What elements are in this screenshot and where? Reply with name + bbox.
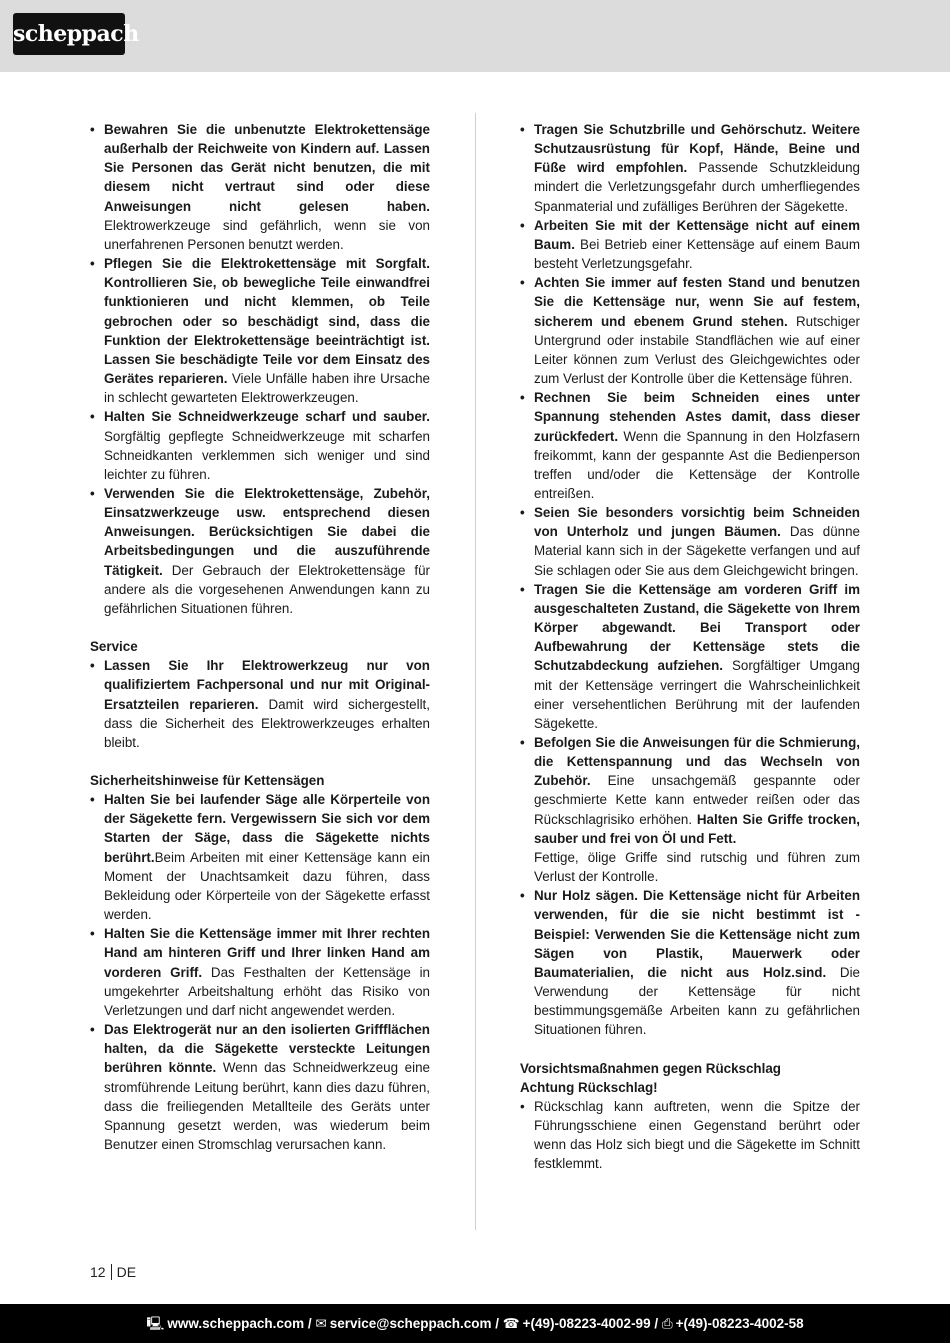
footer-web-link[interactable]: www.scheppach.com / <box>167 1316 312 1331</box>
scheppach-logo: scheppach <box>13 13 125 55</box>
list-item: • Rechnen Sie beim Schneiden eines unter Spannung stehenden Astes damit, dass dieser zurückfedert. Wenn die Spannung in den Holzfasern freikommt, kann der gespannte Ast die Bedienperson treffen und/oder die Kettensäge der Kontrolle entreißen. <box>520 390 860 501</box>
page-number: 12 DE <box>90 1264 137 1280</box>
page-footer <box>0 1304 950 1343</box>
section-heading-kickback: Vorsichtsmaßnahmen gegen Rückschlag <box>520 1060 781 1076</box>
list-item: • Das Elektrogerät nur an den isolierten Griffflächen halten, da die Sägekette versteckte Leitungen berühren könnte. Wenn das Schneidwerkzeug eine stromführende Leitung berührt, kann dies dazu führen, dass die freiliegenden Metallteile des Geräts unter Spannung gesetzt werden, was wiederum beim Benutzer einen Stromschlag verursachen kann. <box>90 1022 430 1152</box>
list-item: • Befolgen Sie die Anweisungen für die Schmierung, die Kettenspannung und das Wechseln von Zubehör. Eine unsachgemäß gespannte oder geschmierte Kette kann entweder reißen oder das Rückschlagrisiko erhöhen. Halten Sie Griffe trocken, sauber und frei von Öl und Fett. Fettige, ölige Griffe sind rutschig und führen zum Verlust der Kontrolle. <box>520 735 860 885</box>
footer-fax: +(49)-08223-4002-58 <box>675 1316 804 1331</box>
footer-phone: +(49)-08223-4002-99 / <box>522 1316 659 1331</box>
section-heading-service: Service <box>90 639 138 655</box>
list-item: • Halten Sie die Kettensäge immer mit Ihrer rechten Hand am hinteren Griff und Ihrer linken Hand am vorderen Griff. Das Festhalten der Kettensäge in umgekehrter Arbeitshaltung erhöht das Risiko von Verletzungen und darf nicht angewendet werden. <box>90 926 431 1018</box>
list-item: • Seien Sie besonders vorsichtig beim Schneiden von Unterholz und jungen Bäumen. Das dünne Material kann sich in der Sägekette verfangen und auf Sie schlagen oder Sie aus dem Gleichgewicht bringen. <box>520 505 861 578</box>
right-column <box>520 120 860 1173</box>
list-item: • Halten Sie Schneidwerkzeuge scharf und sauber. Sorgfältig gepflegte Schneidwerkzeuge mit scharfen Schneidkanten verklemmen sich weniger und sind leichter zu führen. <box>90 409 430 482</box>
section-heading-chainsaw-safety: Sicherheitshinweise für Kettensägen <box>90 773 325 788</box>
list-item: • Tragen Sie die Kettensäge am vorderen Griff im ausgeschalteten Zustand, die Sägekette von Ihrem Körper abgewandt. Bei Transport oder Aufbewahrung der Kettensäge stets die Schutzabdeckung aufziehen. Sorgfältiger Umgang mit der Kettensäge verringert die Wahrscheinlichkeit einer versehentlichen Berührung mit der laufenden Sägekette. <box>520 581 861 731</box>
phone-icon: ☎ <box>502 1316 520 1331</box>
list-item: • Pflegen Sie die Elektrokettensäge mit Sorgfalt. Kontrollieren Sie, ob bewegliche Teile einwandfrei funktionieren und nicht klemmen, ob Teile gebrochen oder so beschädigt sind, dass die Funktion der Elektrokettensäge beeinträchtigt ist. Lassen Sie beschädigte Teile vor dem Einsatz des Gerätes reparieren. Viele Unfälle haben ihre Ursache in schlecht gewarteten Elektrowerkzeugen. <box>90 256 430 406</box>
column-divider <box>475 113 476 1230</box>
list-item: • Nur Holz sägen. Die Kettensäge nicht für Arbeiten verwenden, für die sie nicht bestimmt ist - Beispiel: Verwenden Sie die Kettensäge nicht zum Sägen von Plastik, Mauerwerk oder Baumaterialien, die nicht aus Holz.sind. Die Verwendung der Kettensäge für nicht bestimmungsgemäße Arbeiten kann zu gefährlichen Situationen führen. <box>520 888 860 1038</box>
list-item: • Halten Sie bei laufender Säge alle Körperteile von der Sägekette fern. Vergewissern Sie sich vor dem Starten der Säge, dass die Sägekette nichts berührt.Beim Arbeiten mit einer Kettensäge kann ein Moment der Unachtsamkeit dazu führen, dass Bekleidung oder Körperteile von der Sägekette erfasst werden. <box>90 792 430 923</box>
section-subheading-kickback: Achtung Rückschlag! <box>520 1079 658 1095</box>
list-item: • Bewahren Sie die unbenutzte Elektrokettensäge außerhalb der Reichweite von Kindern auf. Lassen Sie Personen das Gerät nicht benutzen, die mit diesem nicht vertraut sind oder diese Anweisungen nicht gelesen haben. Elektrowerkzeuge sind gefährlich, wenn sie von unerfahrenen Personen benutzt werden. <box>90 122 430 252</box>
list-item: • Lassen Sie Ihr Elektrowerkzeug nur von qualifiziertem Fachpersonal und nur mit Original-Ersatzteilen reparieren. Damit wird sichergestellt, dass die Sicherheit des Elektrowerkzeuges erhalten bleibt. <box>90 658 430 750</box>
list-item: • Tragen Sie Schutzbrille und Gehörschutz. Weitere Schutzausrüstung für Kopf, Hände, Beine und Füße wird empfohlen. Passende Schutzkleidung mindert die Verletzungsgefahr durch umherfliegendes Spanmaterial und zufälliges Berühren der Sägekette. <box>520 122 860 214</box>
fax-icon: ⎙ <box>661 1316 673 1331</box>
computer-icon: 🖳 <box>146 1316 165 1331</box>
left-column <box>90 120 430 1154</box>
page-header <box>0 0 950 72</box>
list-item: • Achten Sie immer auf festen Stand und benutzen Sie die Kettensäge nur, wenn Sie auf festem, sicherem und ebenem Grund stehen. Rutschiger Untergrund oder instabile Standflächen wie auf einer Leiter können zum Verlust des Gleichgewichtes oder zum Verlust der Kontrolle über die Kettensäge führen. <box>520 275 860 387</box>
list-item: • Verwenden Sie die Elektrokettensäge, Zubehör, Einsatzwerkzeuge usw. entsprechend diesen Anweisungen. Berücksichtigen Sie dabei die Arbeitsbedingungen und die auszuführende Tätigkeit. Der Gebrauch der Elektrokettensäge für andere als die vorgesehenen Anwendungen kann zu gefährlichen Situationen führen. <box>90 485 430 616</box>
list-item: • Rückschlag kann auftreten, wenn die Spitze der Führungsschiene einen Gegenstand berührt oder wenn das Holz sich biegt und die Sägekette im Schnitt festklemmt. <box>520 1098 860 1172</box>
mail-icon: ✉ <box>315 1316 327 1331</box>
list-item: • Arbeiten Sie mit der Kettensäge nicht auf einem Baum. Bei Betrieb einer Kettensäge auf einem Baum besteht Verletzungsgefahr. <box>520 217 860 272</box>
footer-email-link[interactable]: service@scheppach.com / <box>329 1316 500 1331</box>
